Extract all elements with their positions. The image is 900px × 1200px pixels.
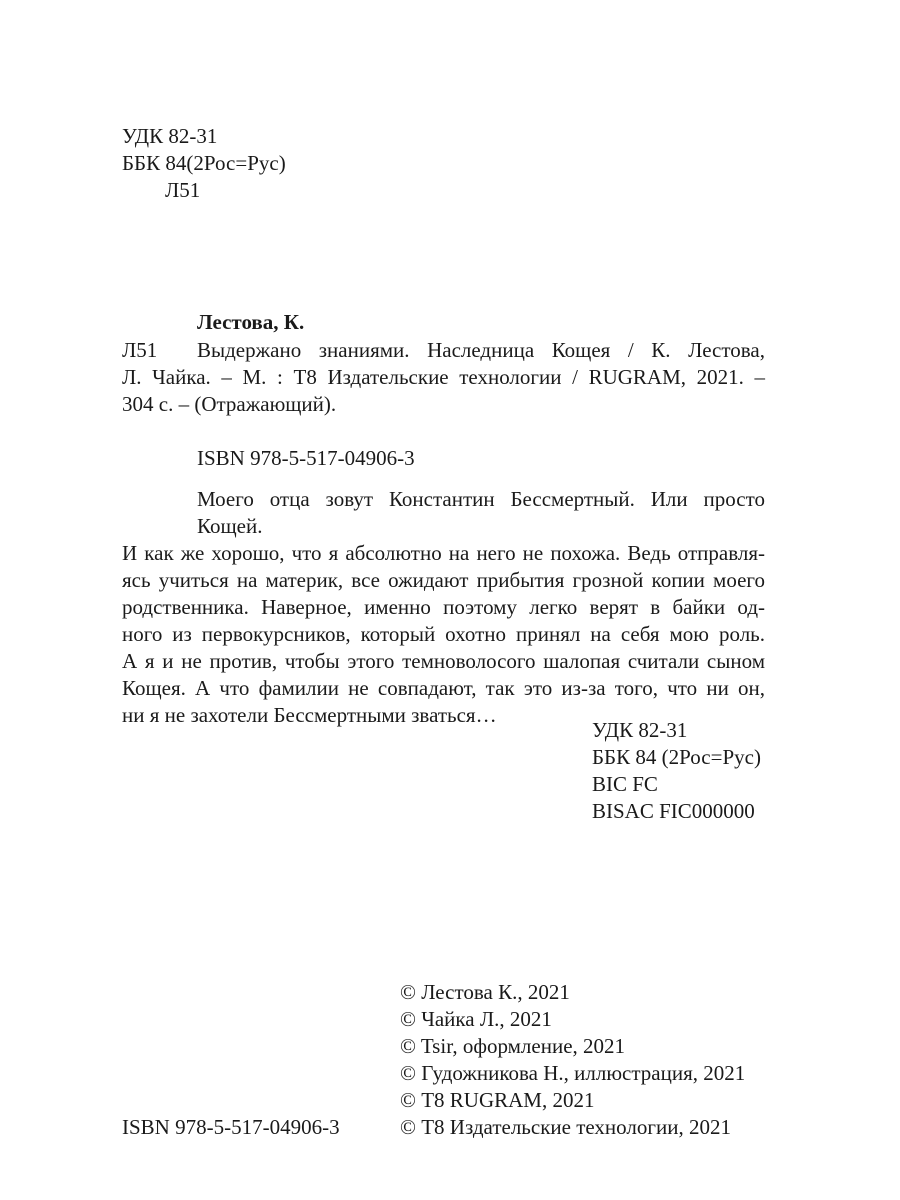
annotation-paragraph (122, 486, 765, 729)
isbn-bottom-line: ISBN 978-5-517-04906-3 (122, 1115, 340, 1139)
copyright-list (400, 979, 745, 1141)
annotation-line: А я и не против, чтобы этого темноволосого шалопая считали сыном (122, 649, 765, 673)
annotation-line: Кощея. А что фамилии не совпадают, так это из-за того, что ни он, (122, 676, 765, 700)
annotation-line: родственника. Наверное, именно поэтому легко верят в байки од- (122, 595, 765, 619)
udk-code: УДК 82-31 (122, 124, 218, 148)
isbn-line: ISBN 978-5-517-04906-3 (197, 446, 415, 470)
biblio-line: Выдержано знаниями. Наследница Кощея / К. Лестова, (197, 338, 765, 362)
annotation-line: И как же хорошо, что я абсолютно на него не похожа. Ведь отправля- (122, 541, 765, 565)
annotation-line: Моего отца зовут Константин Бессмертный. Или просто Кощей. (197, 487, 765, 538)
annotation-line: ясь учиться на материк, все ожидают прибытия грозной копии моего (122, 568, 765, 592)
margin-author-sign: Л51 (122, 338, 158, 362)
biblio-line: Л. Чайка. – М. : Т8 Издательские технологии / RUGRAM, 2021. – (122, 365, 765, 389)
copyright-line: © Лестова К., 2021 (400, 980, 570, 1004)
copyright-line: © Т8 Издательские технологии, 2021 (400, 1115, 731, 1139)
bbk-code: ББК 84(2Рос=Рус) (122, 151, 286, 175)
biblio-line: 304 с. – (Отражающий). (122, 392, 337, 416)
bic-code: BIC FC (592, 772, 658, 796)
bibliographic-entry (122, 337, 765, 418)
author-heading: Лестова, К. (197, 310, 305, 334)
bbk-code-right: ББК 84 (2Рос=Рус) (592, 745, 761, 769)
author-sign-code: Л51 (165, 178, 201, 202)
copyright-line: © Гудожникова Н., иллюстрация, 2021 (400, 1061, 746, 1085)
udk-code-right: УДК 82-31 (592, 718, 688, 742)
top-codes-block (122, 123, 286, 204)
copyright-line: © Tsir, оформление, 2021 (400, 1034, 626, 1058)
copyright-line: © Чайка Л., 2021 (400, 1007, 552, 1031)
bisac-code: BISAC FIC000000 (592, 799, 755, 823)
annotation-line: ни я не захотели Бессмертными зваться… (122, 703, 497, 727)
classification-codes-block (592, 717, 761, 825)
copyright-line: © Т8 RUGRAM, 2021 (400, 1088, 595, 1112)
annotation-line: ного из первокурсников, который охотно принял на себя мою роль. (122, 622, 765, 646)
